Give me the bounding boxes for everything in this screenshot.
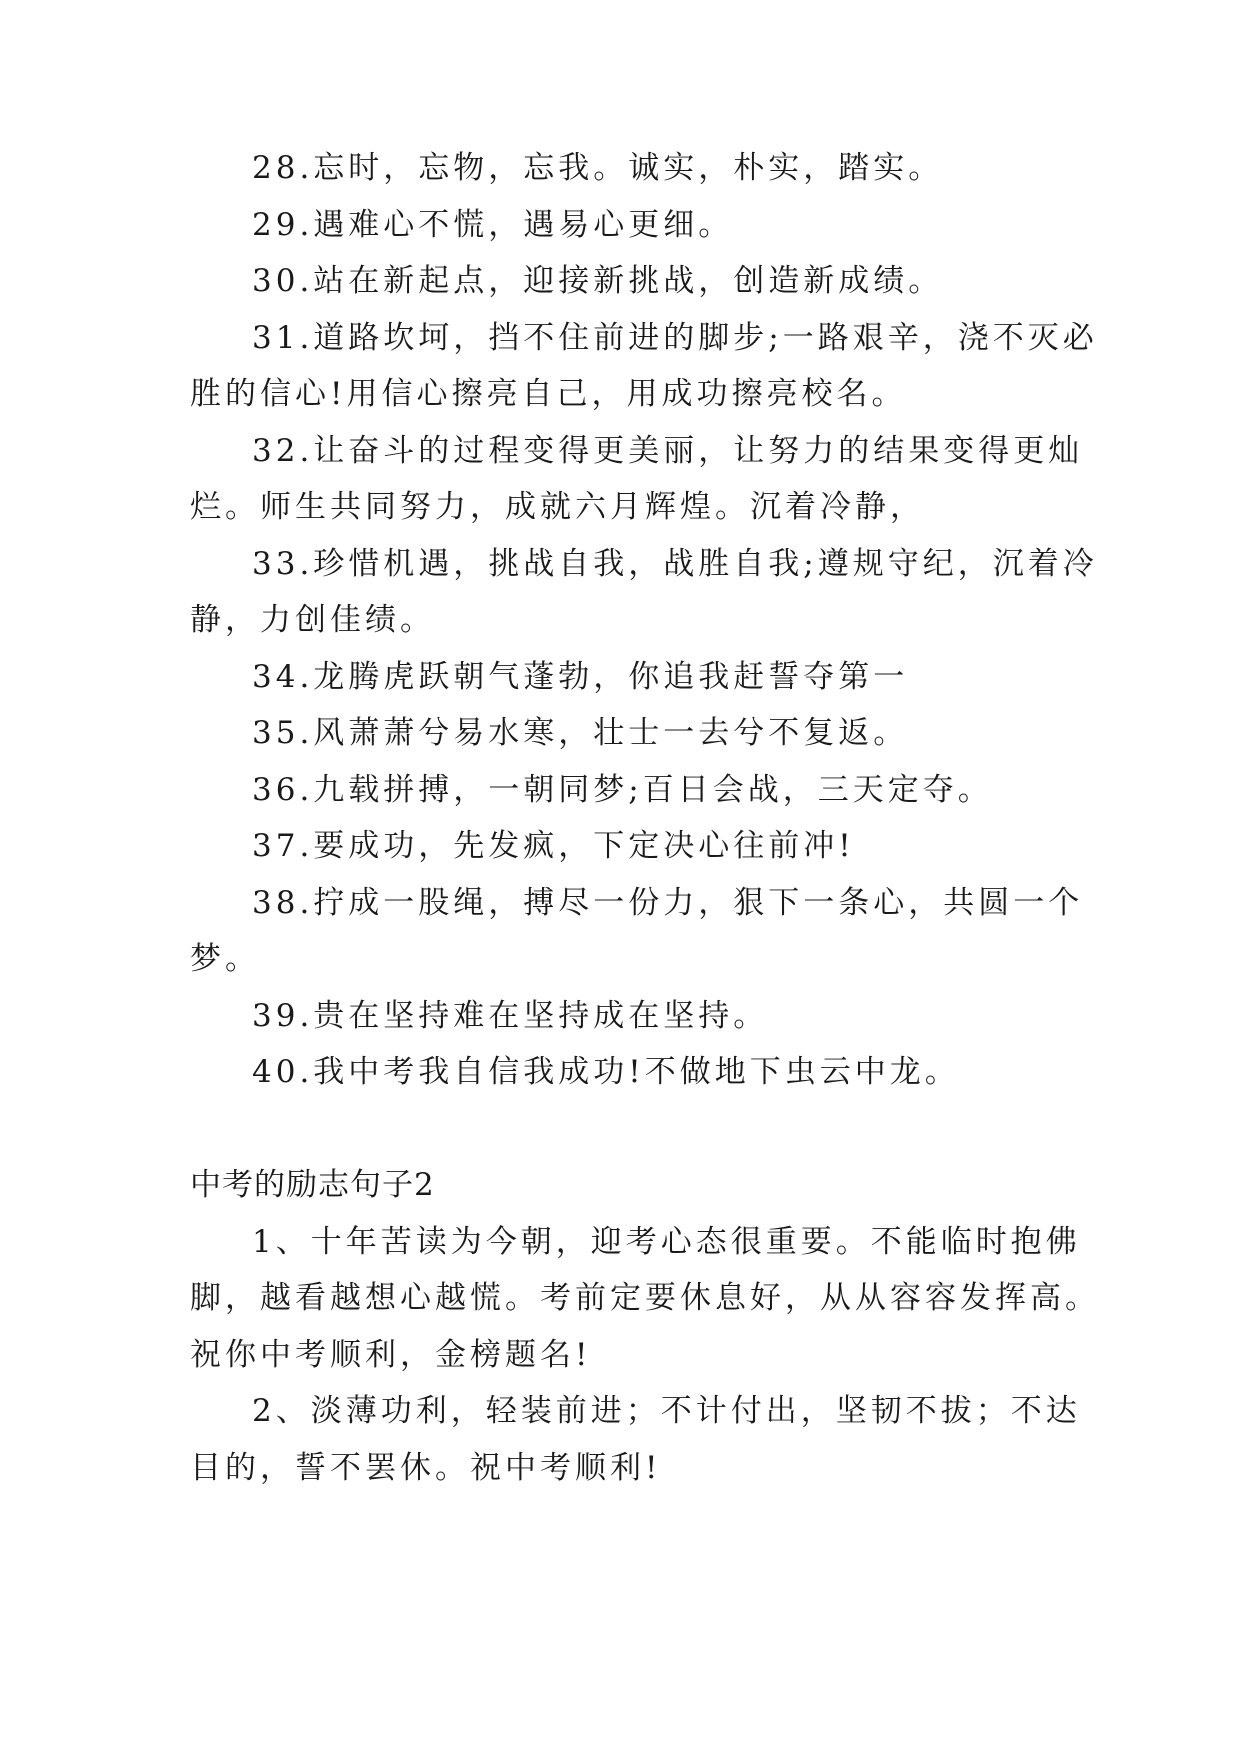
text-line: 胜的信心!用信心擦亮自己，用成功擦亮校名。 [190,376,907,412]
text-line: 脚，越看越想心越慌。考前定要休息好，从从容容发挥高。 [190,1280,1100,1316]
text-line: 38.拧成一股绳，搏尽一份力，狠下一条心，共圆一个 [252,885,1084,921]
text-line: 28.忘时，忘物，忘我。诚实，朴实，踏实。 [252,150,944,186]
text-line: 32.让奋斗的过程变得更美丽，让努力的结果变得更灿 [252,433,1084,469]
text-line: 40.我中考我自信我成功!不做地下虫云中龙。 [252,1054,960,1090]
section-heading: 中考的励志句子2 [190,1167,435,1203]
text-line: 静，力创佳绩。 [190,602,435,638]
text-line: 29.遇难心不慌，遇易心更细。 [252,207,734,243]
text-line: 39.贵在坚持难在坚持成在坚持。 [252,998,769,1034]
text-line: 梦。 [190,941,260,977]
text-line: 37.要成功，先发疯，下定决心往前冲! [252,828,855,864]
text-line: 祝你中考顺利，金榜题名! [190,1337,592,1373]
text-line: 35.风萧萧兮易水寒，壮士一去兮不复返。 [252,715,909,751]
text-line: 1、十年苦读为今朝，迎考心态很重要。不能临时抱佛 [252,1224,1081,1260]
text-line: 33.珍惜机遇，挑战自我，战胜自我;遵规守纪，沉着冷 [252,546,1098,582]
text-line: 2、淡薄功利，轻装前进；不计付出，坚韧不拔；不达 [252,1393,1081,1429]
text-line: 30.站在新起点，迎接新挑战，创造新成绩。 [252,263,944,299]
text-line: 目的，誓不罢休。祝中考顺利! [190,1450,662,1486]
text-line: 34.龙腾虎跃朝气蓬勃，你追我赶誓夺第一 [252,659,909,695]
text-line: 烂。师生共同努力，成就六月辉煌。沉着冷静， [190,489,925,525]
text-line: 36.九载拼搏，一朝同梦;百日会战，三天定夺。 [252,772,993,808]
text-line: 31.道路坎坷，挡不住前进的脚步;一路艰辛，浇不灭必 [252,320,1098,356]
